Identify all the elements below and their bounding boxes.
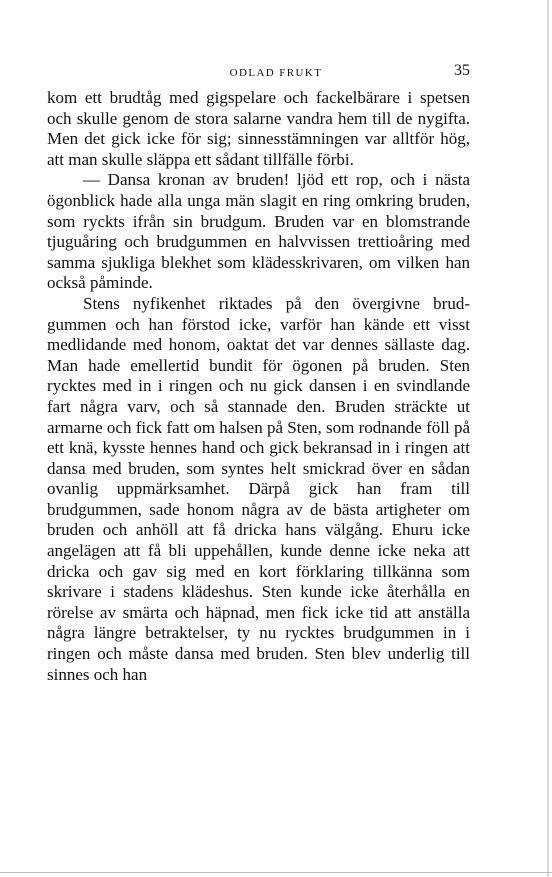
page-edge-right bbox=[547, 0, 549, 877]
page-edge-bottom bbox=[0, 872, 552, 873]
body-text bbox=[47, 88, 470, 685]
running-head bbox=[0, 64, 552, 82]
page-number: 35 bbox=[454, 62, 470, 79]
paragraph-1: kom ett brudtåg med gigspelare och fackelbärare i spetsen och skulle genom de stora salarne vandra hem till de nygifta. Men det gick icke för sig; sinnesstämningen var alltför hög, att man skulle släppa ett sådant tillfälle förbi. bbox=[47, 88, 470, 169]
paragraph-3: Stens nyfikenhet riktades på den övergivne brudgummen och han förstod icke, varför han kände ett visst medlidande med honom, oaktat det var dennes sällaste dag. Man hade emellertid bundit för ögonen på bruden. Sten rycktes med in i ringen och nu gick dansen i en svindlande fart några varv, och så stannade den. Bruden sträckte ut armarne och fick fatt om halsen på Sten, som rodnande föll på ett knä, kysste hennes hand och gick bekransad in i ringen att dansa med bruden, som syntes helt smickrad över en sådan ovanlig uppmärksamhet. Därpå gick han fram till brudgummen, sade honom några av de bästa artigheter om bruden och anhöll att få dricka hans välgång. Ehuru icke angelägen att få bli uppehållen, kunde denne icke neka att dricka och gav sig med en kort förklaring tillkänna som skrivare i stadens klädeshus. Sten kunde icke återhålla en rörelse av smärta och häpnad, men fick icke tid att anställa några längre betraktelser, ty nu rycktes brudgummen in i ringen och måste dansa med bruden. Sten blev underlig till sinnes och han bbox=[47, 293, 470, 684]
paragraph-2: — Dansa kronan av bruden! ljöd ett rop, och i nästa ögonblick hade alla unga män slagit en ring omkring bruden, som ryckts ifrån sin brudgum. Bruden var en blomstrande tjuguåring och brudgummen en halvvissen trettioåring med samma sjukliga blekhet som klädesskrivaren, om vilken han också påminde. bbox=[47, 170, 470, 293]
running-title: ODLAD FRUKT bbox=[229, 67, 323, 79]
